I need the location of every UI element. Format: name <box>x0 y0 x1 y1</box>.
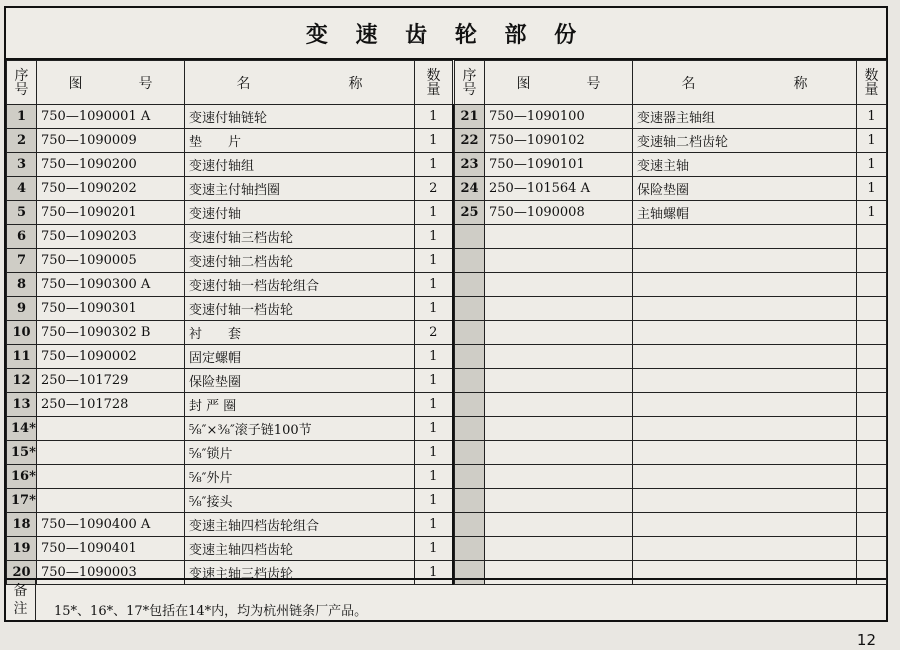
notes-label: 备 注 <box>6 580 36 620</box>
seq-cell <box>455 273 485 297</box>
left-table-body <box>7 105 453 585</box>
name-cell <box>633 225 857 249</box>
name-cell: 变速主轴四档齿轮组合 <box>185 513 415 537</box>
code-cell: 750—1090002 <box>37 345 185 369</box>
table-row <box>455 297 887 321</box>
qty-cell <box>857 345 887 369</box>
seq-cell: 1 <box>7 105 37 129</box>
name-cell: 保险垫圈 <box>633 177 857 201</box>
code-cell <box>37 417 185 441</box>
table-header-row <box>7 61 453 105</box>
seq-cell: 18 <box>7 513 37 537</box>
code-cell: 750—1090200 <box>37 153 185 177</box>
seq-cell: 8 <box>7 273 37 297</box>
qty-cell <box>857 441 887 465</box>
name-cell <box>633 297 857 321</box>
page-title: 变 速 齿 轮 部 份 <box>6 8 886 60</box>
qty-cell: 1 <box>415 441 453 465</box>
qty-cell: 1 <box>415 201 453 225</box>
table-row <box>455 321 887 345</box>
seq-cell <box>455 489 485 513</box>
seq-cell <box>455 321 485 345</box>
seq-cell: 24 <box>455 177 485 201</box>
code-cell: 750—1090101 <box>485 153 633 177</box>
name-cell <box>633 441 857 465</box>
code-cell <box>485 225 633 249</box>
qty-cell <box>857 537 887 561</box>
seq-cell: 15* <box>7 441 37 465</box>
name-cell <box>633 465 857 489</box>
qty-cell: 1 <box>415 537 453 561</box>
name-cell <box>633 417 857 441</box>
code-cell <box>485 321 633 345</box>
qty-cell: 1 <box>415 129 453 153</box>
seq-cell: 5 <box>7 201 37 225</box>
table-row <box>7 393 453 417</box>
seq-cell <box>455 441 485 465</box>
code-cell <box>485 273 633 297</box>
code-cell <box>485 489 633 513</box>
qty-cell: 1 <box>857 153 887 177</box>
name-cell: 变速付轴 <box>185 201 415 225</box>
qty-cell: 2 <box>415 321 453 345</box>
code-cell <box>37 465 185 489</box>
name-cell: 变速付轴一档齿轮组合 <box>185 273 415 297</box>
qty-cell <box>857 273 887 297</box>
code-cell: 750—1090400 A <box>37 513 185 537</box>
parts-list-page <box>4 6 888 622</box>
table-row <box>455 513 887 537</box>
seq-header: 序 号 <box>7 61 37 105</box>
table-row <box>7 177 453 201</box>
name-cell <box>633 249 857 273</box>
name-cell <box>633 321 857 345</box>
qty-cell: 1 <box>857 105 887 129</box>
qty-cell <box>857 465 887 489</box>
seq-cell: 3 <box>7 153 37 177</box>
name-cell: 变速主轴三档齿轮 <box>185 561 415 585</box>
seq-cell: 22 <box>455 129 485 153</box>
code-cell <box>485 513 633 537</box>
code-header: 图 号 <box>485 61 633 105</box>
table-row <box>7 153 453 177</box>
name-header: 名 称 <box>633 61 857 105</box>
qty-cell: 1 <box>857 129 887 153</box>
seq-cell: 4 <box>7 177 37 201</box>
code-cell: 250—101728 <box>37 393 185 417</box>
code-cell: 750—1090008 <box>485 201 633 225</box>
table-row <box>7 513 453 537</box>
seq-cell: 10 <box>7 321 37 345</box>
table-row <box>7 489 453 513</box>
qty-cell: 1 <box>415 489 453 513</box>
seq-cell <box>455 345 485 369</box>
seq-cell <box>455 417 485 441</box>
seq-cell: 20 <box>7 561 37 585</box>
seq-cell: 16* <box>7 465 37 489</box>
qty-cell: 1 <box>415 225 453 249</box>
notes-text: 15*、16*、17*包括在14*内，均为杭州链条厂产品。 <box>54 604 368 619</box>
qty-cell: 1 <box>415 465 453 489</box>
seq-cell: 13 <box>7 393 37 417</box>
table-row <box>7 273 453 297</box>
table-row <box>7 201 453 225</box>
qty-cell <box>857 321 887 345</box>
table-header-row <box>455 61 887 105</box>
name-cell: ⅝″外片 <box>185 465 415 489</box>
table-row <box>455 393 887 417</box>
code-cell: 750—1090005 <box>37 249 185 273</box>
qty-cell: 1 <box>415 369 453 393</box>
name-cell: 垫 片 <box>185 129 415 153</box>
name-cell <box>633 489 857 513</box>
seq-cell: 25 <box>455 201 485 225</box>
name-cell: ⅝″接头 <box>185 489 415 513</box>
seq-cell: 11 <box>7 345 37 369</box>
qty-cell: 1 <box>415 105 453 129</box>
name-cell <box>633 369 857 393</box>
qty-cell: 2 <box>415 177 453 201</box>
name-cell: 保险垫圈 <box>185 369 415 393</box>
table-row <box>7 129 453 153</box>
code-cell: 750—1090300 A <box>37 273 185 297</box>
code-cell: 750—1090201 <box>37 201 185 225</box>
table-row <box>7 441 453 465</box>
seq-header: 序 号 <box>455 61 485 105</box>
qty-cell: 1 <box>415 153 453 177</box>
code-cell: 250—101729 <box>37 369 185 393</box>
table-row <box>7 465 453 489</box>
qty-header: 数 量 <box>857 61 887 105</box>
code-cell: 750—1090302 B <box>37 321 185 345</box>
code-cell: 750—1090203 <box>37 225 185 249</box>
name-cell <box>633 537 857 561</box>
qty-cell: 1 <box>415 345 453 369</box>
table-row <box>455 153 887 177</box>
code-header: 图 号 <box>37 61 185 105</box>
page-number: 12 <box>856 631 876 649</box>
table-row <box>455 537 887 561</box>
table-row <box>7 249 453 273</box>
code-cell <box>485 369 633 393</box>
qty-cell <box>857 297 887 321</box>
seq-cell <box>455 369 485 393</box>
code-cell: 750—1090301 <box>37 297 185 321</box>
table-row <box>455 249 887 273</box>
name-cell: 固定螺帽 <box>185 345 415 369</box>
qty-cell: 1 <box>415 249 453 273</box>
seq-cell: 6 <box>7 225 37 249</box>
seq-cell: 21 <box>455 105 485 129</box>
qty-cell <box>857 513 887 537</box>
code-cell: 750—1090100 <box>485 105 633 129</box>
table-row <box>455 417 887 441</box>
qty-cell: 1 <box>857 201 887 225</box>
code-cell: 750—1090009 <box>37 129 185 153</box>
seq-cell: 17* <box>7 489 37 513</box>
qty-cell <box>857 489 887 513</box>
qty-cell: 1 <box>415 417 453 441</box>
seq-cell <box>455 465 485 489</box>
parts-table-right <box>454 60 887 585</box>
name-cell: 变速付轴组 <box>185 153 415 177</box>
qty-cell: 1 <box>415 297 453 321</box>
table-row <box>455 273 887 297</box>
table-row <box>455 441 887 465</box>
code-cell <box>485 417 633 441</box>
table-row <box>455 129 887 153</box>
code-cell <box>485 345 633 369</box>
name-cell <box>633 393 857 417</box>
name-cell <box>633 345 857 369</box>
qty-cell: 1 <box>415 393 453 417</box>
code-cell <box>485 465 633 489</box>
table-row <box>455 369 887 393</box>
seq-cell <box>455 297 485 321</box>
qty-cell <box>857 369 887 393</box>
qty-cell: 1 <box>857 177 887 201</box>
table-row <box>455 345 887 369</box>
table-row <box>455 225 887 249</box>
seq-cell <box>455 537 485 561</box>
table-row <box>7 537 453 561</box>
name-header: 名 称 <box>185 61 415 105</box>
table-row <box>7 417 453 441</box>
code-cell <box>485 441 633 465</box>
qty-cell: 1 <box>415 273 453 297</box>
seq-cell <box>455 225 485 249</box>
name-cell: 变速付轴二档齿轮 <box>185 249 415 273</box>
table-row <box>455 177 887 201</box>
seq-cell: 2 <box>7 129 37 153</box>
qty-header: 数 量 <box>415 61 453 105</box>
qty-cell: 1 <box>415 513 453 537</box>
table-row <box>7 297 453 321</box>
table-row <box>7 321 453 345</box>
name-cell: 变速付轴三档齿轮 <box>185 225 415 249</box>
seq-cell <box>455 513 485 537</box>
qty-cell: 1 <box>415 561 453 585</box>
name-cell: 变速主付轴挡圈 <box>185 177 415 201</box>
code-cell: 750—1090003 <box>37 561 185 585</box>
table-row <box>7 345 453 369</box>
code-cell: 750—1090202 <box>37 177 185 201</box>
seq-cell <box>455 393 485 417</box>
code-cell: 750—1090102 <box>485 129 633 153</box>
qty-cell <box>857 417 887 441</box>
table-row <box>7 225 453 249</box>
table-row <box>455 201 887 225</box>
seq-cell: 23 <box>455 153 485 177</box>
name-cell: ⅝″×⅜″滚子链100节 <box>185 417 415 441</box>
seq-cell: 7 <box>7 249 37 273</box>
seq-cell <box>455 249 485 273</box>
name-cell: ⅝″锁片 <box>185 441 415 465</box>
name-cell: 变速主轴 <box>633 153 857 177</box>
code-cell <box>485 249 633 273</box>
name-cell: 衬 套 <box>185 321 415 345</box>
code-cell <box>485 297 633 321</box>
code-cell <box>37 441 185 465</box>
seq-cell: 12 <box>7 369 37 393</box>
seq-cell: 14* <box>7 417 37 441</box>
code-cell: 750—1090401 <box>37 537 185 561</box>
code-cell: 750—1090001 A <box>37 105 185 129</box>
code-cell <box>37 489 185 513</box>
qty-cell <box>857 393 887 417</box>
name-cell: 主轴螺帽 <box>633 201 857 225</box>
qty-cell <box>857 225 887 249</box>
name-cell: 变速轴二档齿轮 <box>633 129 857 153</box>
table-row <box>455 489 887 513</box>
code-cell <box>485 393 633 417</box>
table-row <box>7 369 453 393</box>
table-row <box>7 105 453 129</box>
table-row <box>455 465 887 489</box>
table-row <box>455 105 887 129</box>
name-cell: 变速付轴一档齿轮 <box>185 297 415 321</box>
name-cell: 封 严 圈 <box>185 393 415 417</box>
seq-cell: 19 <box>7 537 37 561</box>
qty-cell <box>857 249 887 273</box>
notes-section <box>6 578 886 620</box>
seq-cell: 9 <box>7 297 37 321</box>
parts-table-left <box>6 60 454 585</box>
code-cell <box>485 537 633 561</box>
name-cell: 变速付轴链轮 <box>185 105 415 129</box>
code-cell: 250—101564 A <box>485 177 633 201</box>
name-cell: 变速主轴四档齿轮 <box>185 537 415 561</box>
name-cell <box>633 513 857 537</box>
name-cell: 变速器主轴组 <box>633 105 857 129</box>
right-table-body <box>455 105 887 585</box>
name-cell <box>633 273 857 297</box>
